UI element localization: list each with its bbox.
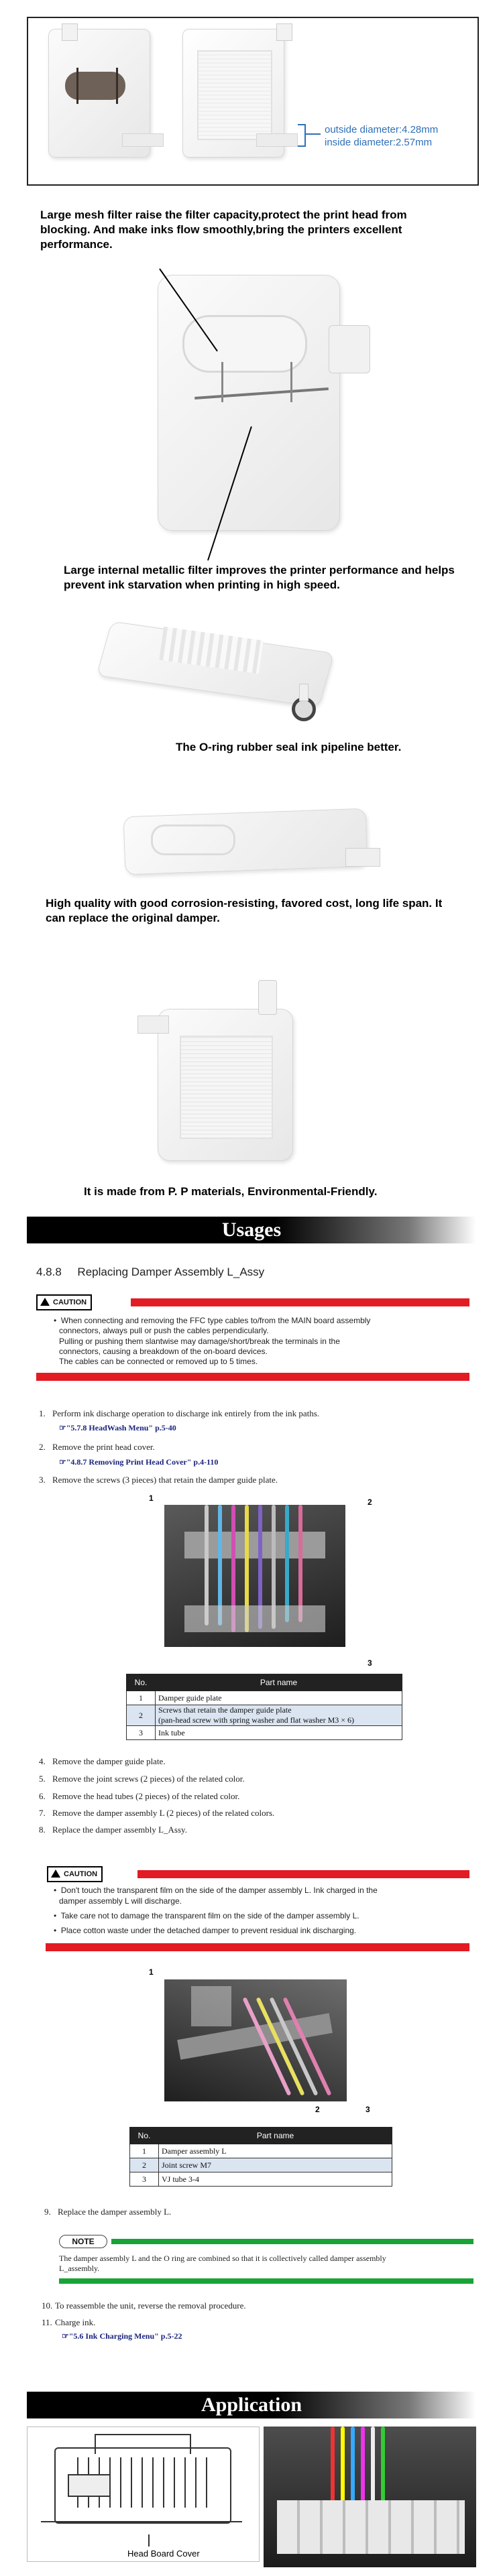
damper-main-image — [158, 275, 340, 531]
ref-headwash-link[interactable]: ☞"5.7.8 HeadWash Menu" p.5-40 — [59, 1423, 176, 1432]
damper-front-filter-bars — [76, 68, 118, 104]
step-4: 4. Remove the damper guide plate. — [39, 1756, 166, 1766]
material-caption: It is made from P. P materials, Environmental-Friendly. — [84, 1185, 378, 1198]
step-1: 1. Perform ink discharge operation to discharge ink entirely from the ink paths. — [39, 1408, 320, 1418]
photo1-label-3: 3 — [368, 1658, 372, 1668]
caution-red-bar-1-bottom — [36, 1373, 469, 1381]
damper-rear-nozzle — [258, 980, 277, 1015]
printer-application-photo — [264, 2427, 476, 2567]
step-5: 5. Remove the joint screws (2 pieces) of the related color. — [39, 1774, 245, 1784]
quality-caption: High quality with good corrosion-resisting, favored cost, long life span. It can replace the original damper. — [46, 897, 443, 924]
ref-ink-charging-link[interactable]: ☞"5.6 Ink Charging Menu" p.5-22 — [62, 2331, 182, 2341]
damper-guide-plate-photo — [164, 1505, 345, 1647]
caution1-line-3: Pulling or pushing them slantwise may damage/short/break the terminals in the — [59, 1337, 340, 1346]
note-line-1: The damper assembly L and the O ring are combined so that it is collectively called damper assembly — [59, 2254, 386, 2263]
damper-back-tab — [256, 133, 298, 147]
caution-badge-2: CAUTION — [47, 1866, 103, 1882]
step-11: 11. Charge ink. — [42, 2317, 96, 2327]
damper-back-panel — [197, 50, 272, 140]
damper-angled-window — [151, 824, 235, 855]
step-10: 10. To reassemble the unit, reverse the removal procedure. — [42, 2301, 246, 2311]
damper-back-nozzle — [276, 23, 292, 41]
note-line-2: L_assembly. — [59, 2264, 100, 2273]
table-row: 2 Screws that retain the damper guide plate (pan-head screw with spring washer and flat washer M3 × 6) — [127, 1705, 402, 1726]
caution1-line-2: connectors, always pull or push the cables perpendicularly. — [59, 1326, 269, 1335]
step-8: 8. Replace the damper assembly L_Assy. — [39, 1825, 187, 1835]
outside-diameter-text: outside diameter:4.28mm — [325, 124, 439, 135]
diameter-pointer — [306, 133, 321, 135]
mesh-filter-caption: Large mesh filter raise the filter capacity,protect the print head from blocking. And make inks flow smoothly,bring the printers excellent performance. — [40, 208, 407, 251]
diameter-bracket — [298, 124, 306, 147]
caution-warning-icon — [40, 1298, 50, 1306]
table-row: 1 Damper assembly L — [130, 2144, 392, 2158]
photo2-label-2: 2 — [315, 2105, 320, 2114]
note-badge: NOTE — [59, 2235, 107, 2248]
photo2-label-3: 3 — [366, 2105, 370, 2114]
step-7: 7. Remove the damper assembly L (2 pieces) of the related colors. — [39, 1808, 275, 1818]
caution1-line-4: connectors, causing a breakdown of the on-board devices. — [59, 1347, 268, 1356]
parts-table-2 — [129, 2127, 392, 2187]
product-top-panel — [27, 17, 479, 186]
photo1-label-1: 1 — [149, 1493, 154, 1503]
caution-badge-1: CAUTION — [36, 1294, 92, 1310]
table-row: 1 Damper guide plate — [127, 1691, 402, 1705]
note-green-bar-bottom — [59, 2278, 473, 2284]
inside-diameter-text: inside diameter:2.57mm — [325, 137, 433, 148]
caution1-line-1: • When connecting and removing the FFC type cables to/from the MAIN board assembly — [54, 1316, 371, 1325]
damper-rear-panel — [180, 1036, 273, 1139]
caution2-line-4: • Place cotton waste under the detached damper to prevent residual ink discharging. — [54, 1926, 357, 1935]
damper-main-nozzle — [329, 325, 370, 373]
usages-banner: Usages — [27, 1217, 476, 1243]
damper-front-tab — [122, 133, 164, 147]
caution-red-bar-2 — [137, 1870, 469, 1878]
caution2-line-1: • Don't touch the transparent film on the side of the damper assembly L. Ink charged in the — [54, 1886, 378, 1895]
caution2-line-2: damper assembly L will discharge. — [59, 1896, 182, 1906]
caution-warning-icon — [51, 1869, 60, 1878]
metallic-filter-caption: Large internal metallic filter improves the printer performance and helps prevent ink starvation when printing in high speed. — [64, 564, 455, 591]
table1-header-part: Part name — [156, 1674, 402, 1691]
note-green-bar — [111, 2239, 473, 2244]
caution-red-bar-2-bottom — [46, 1943, 469, 1951]
head-board-cover-label: Head Board Cover — [127, 2549, 200, 2559]
step-6: 6. Remove the head tubes (2 pieces) of the related color. — [39, 1791, 240, 1801]
caution2-line-3: • Take care not to damage the transparent film on the side of the damper assembly L. — [54, 1911, 359, 1920]
o-ring-stem — [299, 684, 309, 701]
section-title: 4.8.8 Replacing Damper Assembly L_Assy — [36, 1266, 265, 1278]
o-ring-caption: The O-ring rubber seal ink pipeline better. — [176, 741, 402, 753]
parts-table-1 — [126, 1674, 402, 1740]
caution-red-bar-1 — [131, 1298, 469, 1306]
table-row: 2 Joint screw M7 — [130, 2158, 392, 2172]
table-row: 3 VJ tube 3-4 — [130, 2172, 392, 2187]
caution1-line-5: The cables can be connected or removed up to 5 times. — [59, 1357, 258, 1366]
table-row: 3 Ink tube — [127, 1726, 402, 1740]
damper-main-metal-legs — [221, 362, 292, 402]
table2-header-part: Part name — [159, 2128, 392, 2144]
head-board-diagram — [27, 2427, 260, 2562]
step-3: 3. Remove the screws (3 pieces) that retain the damper guide plate. — [39, 1475, 278, 1485]
damper-angled-tab — [345, 848, 380, 867]
damper-assembly-photo — [164, 1979, 347, 2101]
table2-header-no: No. — [130, 2128, 159, 2144]
table1-header-no: No. — [127, 1674, 156, 1691]
photo2-label-1: 1 — [149, 1967, 154, 1977]
photo1-label-2: 2 — [368, 1497, 372, 1507]
application-banner: Application — [27, 2392, 476, 2418]
ref-print-head-cover-link[interactable]: ☞"4.8.7 Removing Print Head Cover" p.4-110 — [59, 1457, 219, 1467]
damper-front-nozzle — [62, 23, 78, 41]
step-2: 2. Remove the print head cover. — [39, 1442, 155, 1452]
step-9: 9. Replace the damper assembly L. — [44, 2207, 172, 2217]
damper-rear-tab — [137, 1016, 169, 1034]
